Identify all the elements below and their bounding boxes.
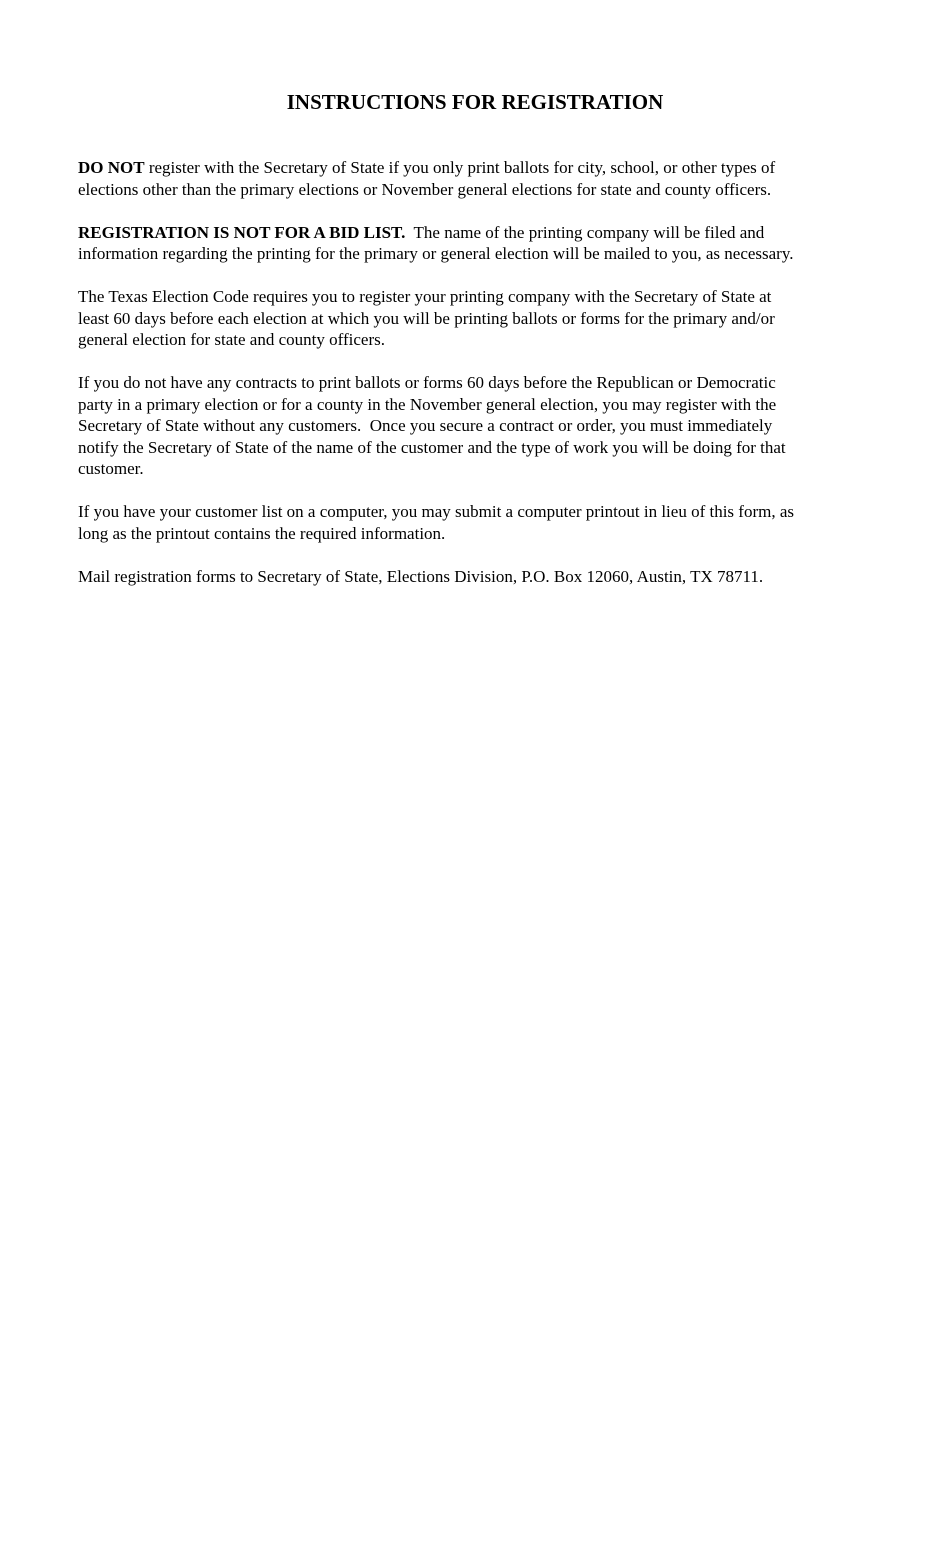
paragraph-line: least 60 days before each election at which you will be printing ballots or forms for the primary and/or <box>78 308 775 328</box>
paragraph-line: information regarding the printing for the primary or general election will be mailed to you, as necessary. <box>78 244 794 263</box>
paragraph-computer-printout <box>78 501 878 544</box>
page-title: INSTRUCTIONS FOR REGISTRATION <box>286 90 664 114</box>
bold-lead: DO NOT <box>78 158 145 177</box>
paragraph-line: Secretary of State without any customers. Once you secure a contract or order, you must immediately <box>78 416 773 435</box>
bold-lead: REGISTRATION IS NOT FOR A BID LIST. <box>78 222 406 242</box>
paragraph-line: register with the Secretary of State if you only print ballots for city, school, or other types of <box>144 158 776 177</box>
paragraph-line: elections other than the primary elections or November general elections for state and county officers. <box>78 179 772 199</box>
paragraph-line: If you do not have any contracts to print ballots or forms 60 days before the Republican or Democratic <box>78 373 776 392</box>
instructions-body <box>78 157 878 609</box>
paragraph-line: customer. <box>78 459 144 478</box>
paragraph-do-not <box>78 157 878 200</box>
paragraph-not-bid-list <box>78 222 878 265</box>
paragraph-line: The name of the printing company will be filed and <box>405 222 765 242</box>
paragraph-line: The Texas Election Code requires you to register your printing company with the Secretary of State at <box>78 287 772 306</box>
paragraph-line: party in a primary election or for a county in the November general election, you may register with the <box>78 394 777 414</box>
paragraph-election-code <box>78 286 878 351</box>
paragraph-no-contracts <box>78 372 878 480</box>
paragraph-mailing-address <box>78 566 878 588</box>
paragraph-line: Mail registration forms to Secretary of State, Elections Division, P.O. Box 12060, Austin, TX 78711. <box>78 566 764 586</box>
paragraph-line: If you have your customer list on a computer, you may submit a computer printout in lieu of this form, as <box>78 502 795 521</box>
paragraph-line: notify the Secretary of State of the name of the customer and the type of work you will be doing for that <box>78 437 786 457</box>
paragraph-line: long as the printout contains the required information. <box>78 523 446 543</box>
paragraph-line: general election for state and county officers. <box>78 330 385 349</box>
